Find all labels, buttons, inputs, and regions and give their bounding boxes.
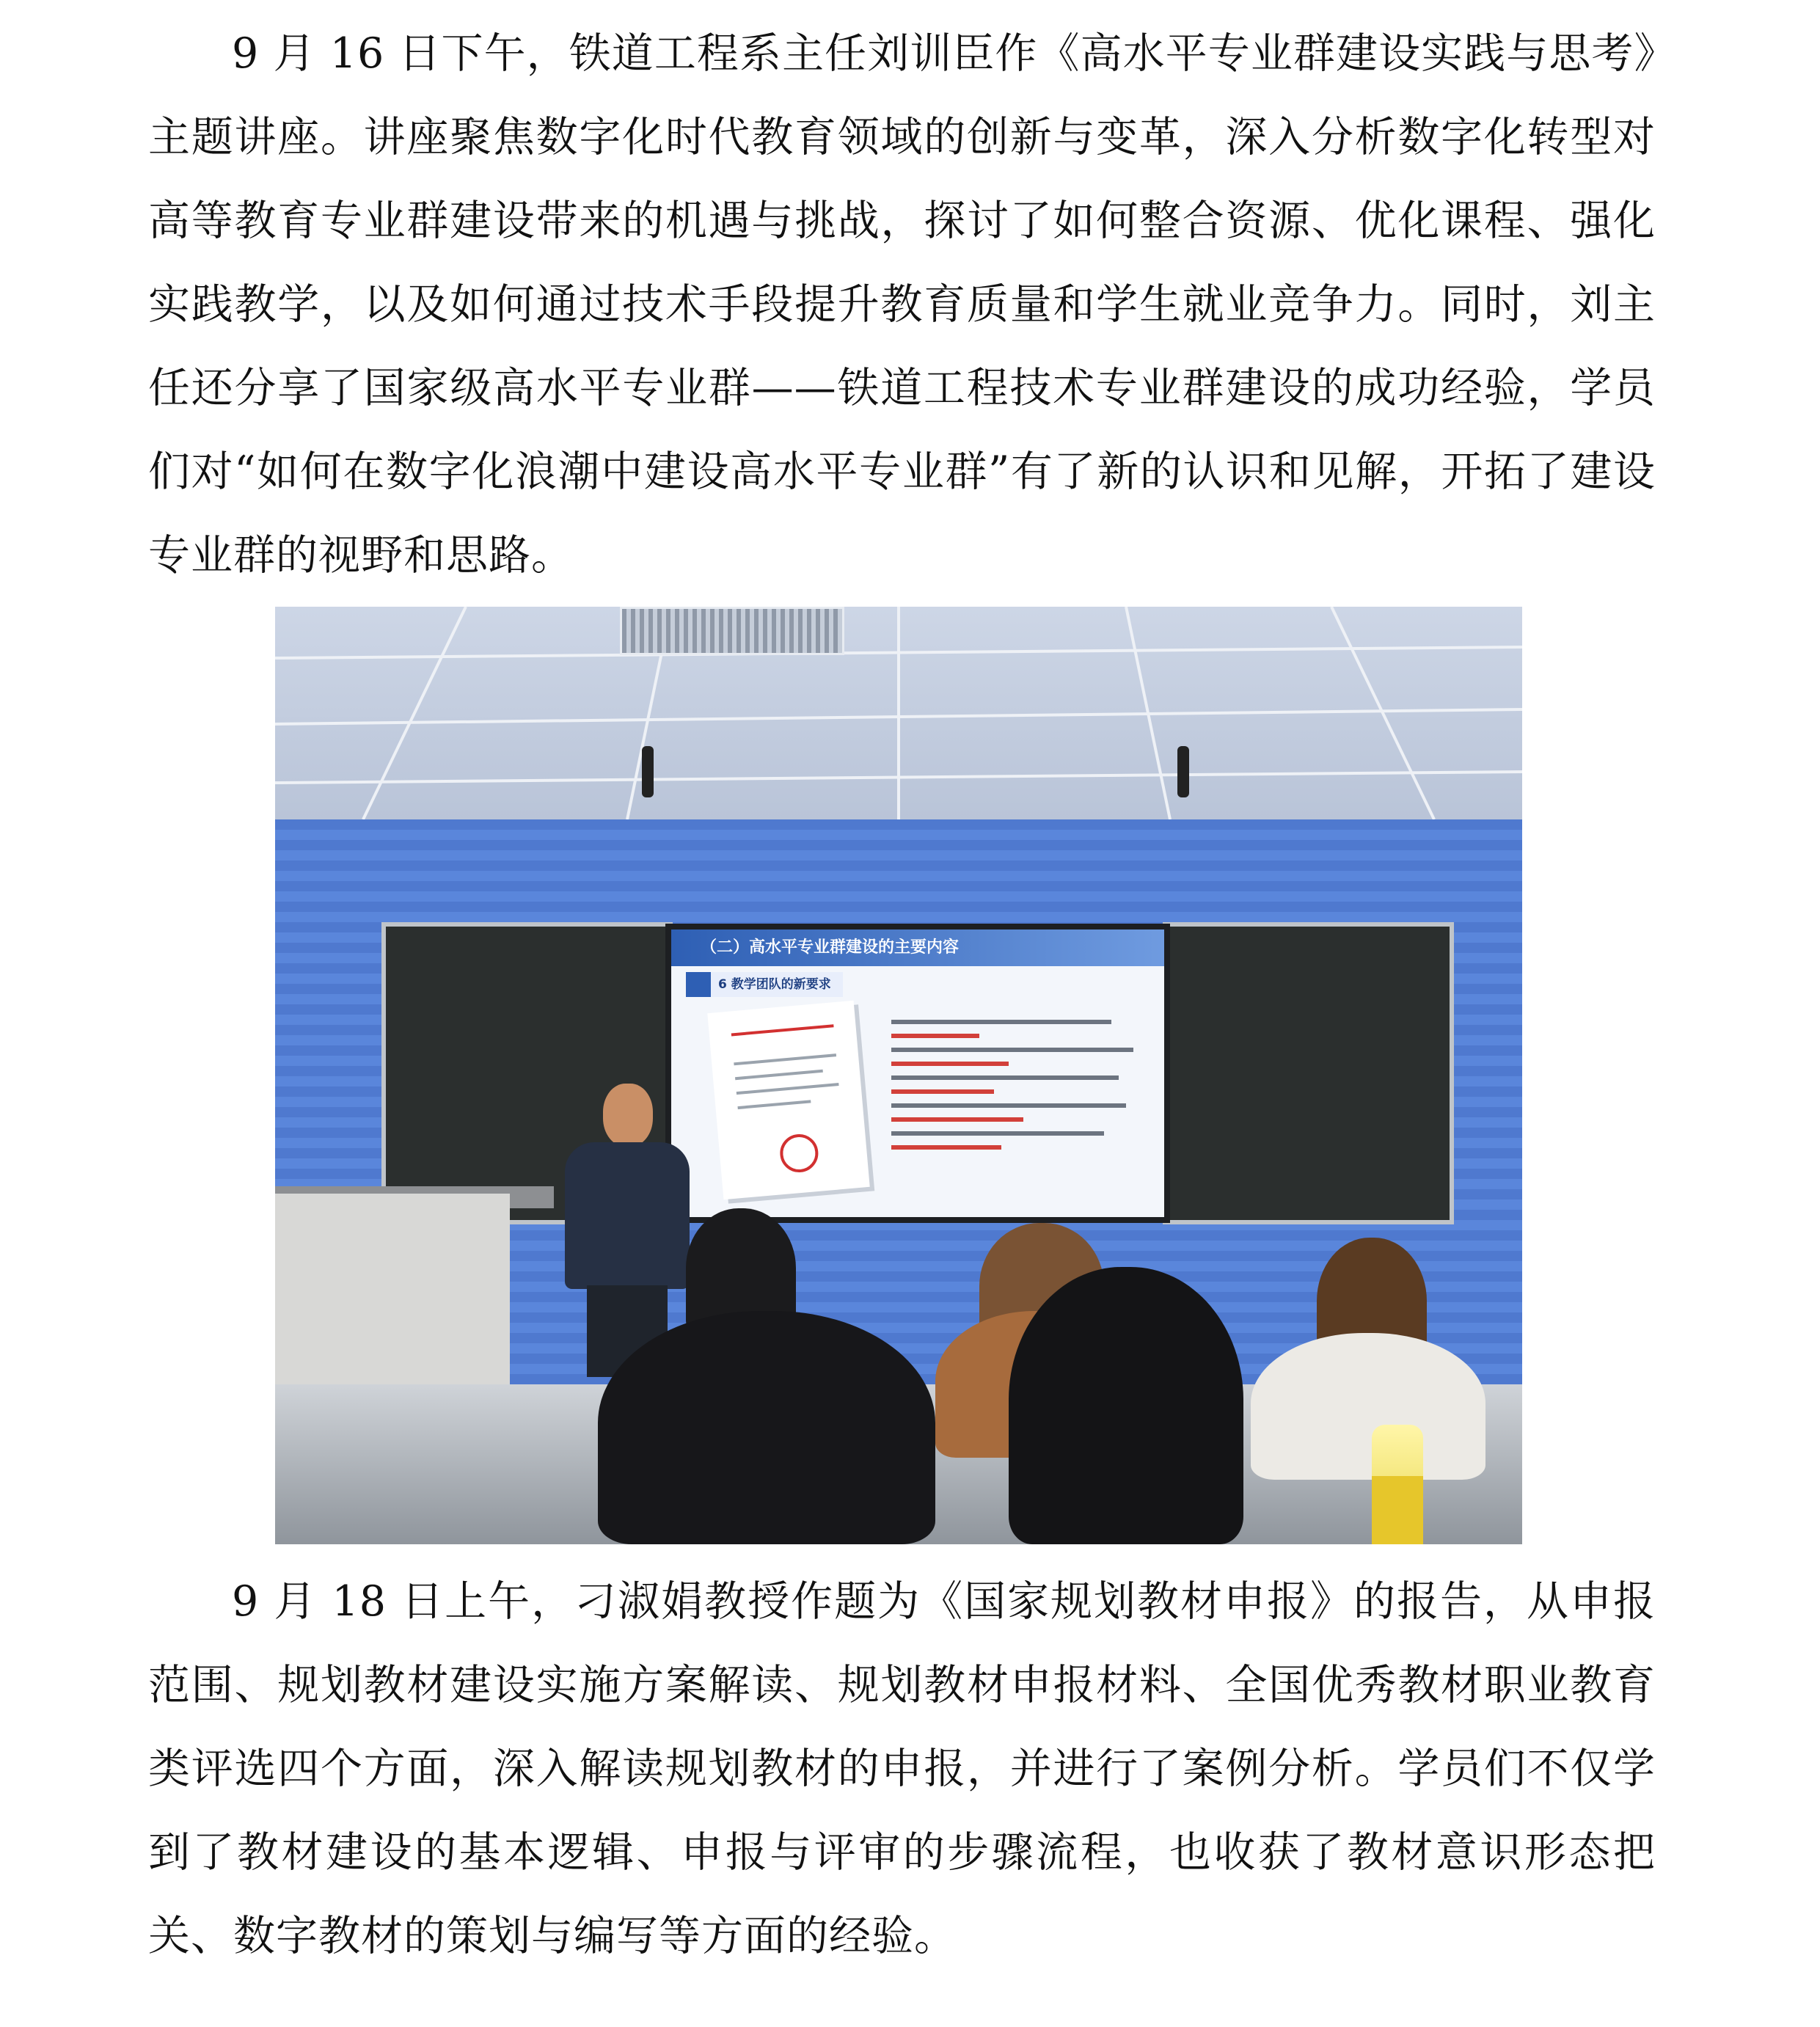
slide-title: （二）高水平专业群建设的主要内容 xyxy=(671,930,1164,966)
ceiling-microphone xyxy=(1177,746,1189,797)
lecturer-torso xyxy=(565,1142,690,1289)
audience-body xyxy=(598,1311,935,1544)
ceiling xyxy=(275,607,1522,819)
paragraph-lecture-2: 9 月 18 日上午，刁淑娟教授作题为《国家规划教材申报》的报告，从申报范围、规划教材建设实施方案解读、规划教材申报材料、全国优秀教材职业教育类评选四个方面，深入解读规划教材的申报，并进行了案例分析。学员们不仅学到了教材建设的基本逻辑、申报与评审的步骤流程，也收获了教材意识形态把关、数字教材的策划与编写等方面的经验。 xyxy=(148,1577,1656,1960)
projection-screen xyxy=(665,924,1170,1223)
blackboard-right xyxy=(1163,922,1454,1224)
audience-head xyxy=(1009,1267,1243,1544)
slide-text-block xyxy=(891,1010,1141,1159)
ceiling-microphone xyxy=(642,746,654,797)
slide-document-image xyxy=(707,1001,869,1199)
classroom-photo xyxy=(275,607,1522,1544)
air-vent xyxy=(620,607,844,655)
lecturer-head xyxy=(603,1084,653,1147)
audience-body xyxy=(1251,1333,1485,1480)
paragraph-lecture-1: 9 月 16 日下午，铁道工程系主任刘训臣作《高水平专业群建设实践与思考》主题讲座。讲座聚焦数字化时代教育领域的创新与变革，深入分析数字化转型对高等教育专业群建设带来的机遇与挑战，探讨了如何整合资源、优化课程、强化实践教学，以及如何通过技术手段提升教育质量和学生就业竞争力。同时，刘主任还分享了国家级高水平专业群——铁道工程技术专业群建设的成功经验，学员们对“如何在数字化浪潮中建设高水平专业群”有了新的认识和见解，开拓了建设专业群的视野和思路。 xyxy=(148,29,1656,580)
seal-icon xyxy=(778,1133,819,1174)
ceiling-grid xyxy=(275,607,1522,819)
tea-bottle xyxy=(1372,1425,1423,1544)
slide-subtitle: 6 教学团队的新要求 xyxy=(686,972,843,997)
podium xyxy=(275,1194,510,1399)
